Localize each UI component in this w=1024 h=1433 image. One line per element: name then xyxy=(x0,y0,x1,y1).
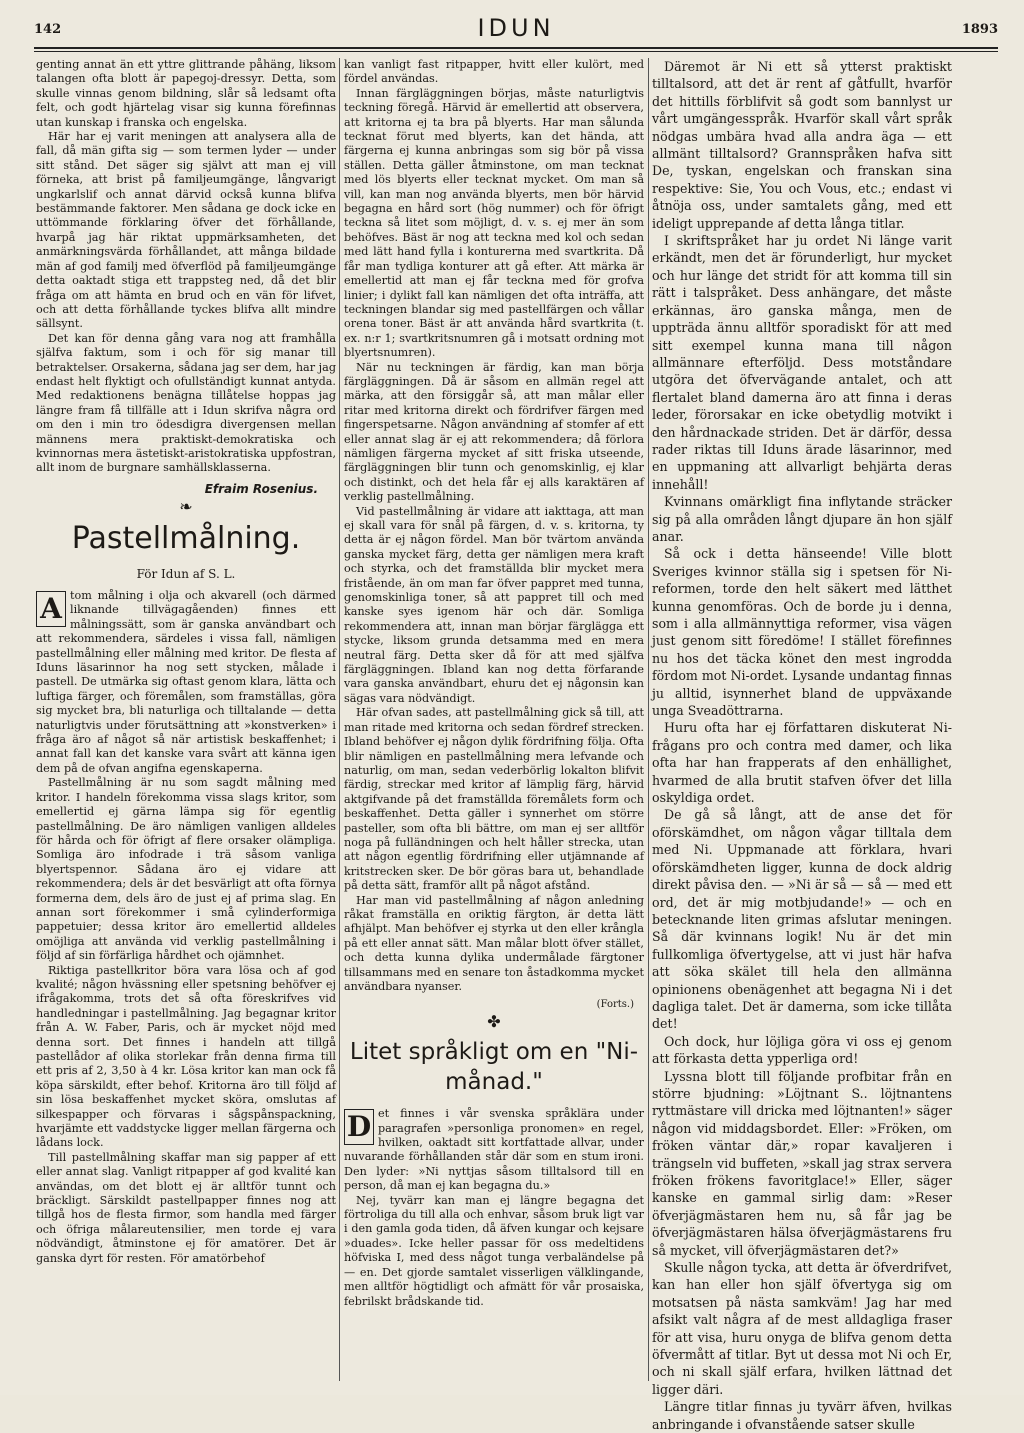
article-byline: För Idun af S. L. xyxy=(136,566,236,581)
paragraph: Huru ofta har ej författaren diskuterat Ni-frågans pro och contra med damer, och lika ofta har han frapperats af den enhällighet, hvarmed de alla brutit stafven öfver det lilla oskyldiga ordet. xyxy=(652,720,952,806)
paragraph: Har man vid pastellmålning af någon anledning råkat framställa en oriktig färgton, är detta lätt afhjälpt. Man behöfver ej styrka ut den eller krångla på ett eller annat sätt. Man målar blott öfver stället, och detta kunna dylika undermålade färgtoner tillsammans med en senare ton åstadkomma mycket användbara nyanser. xyxy=(344,893,644,993)
paragraph: Så ock i detta hänseende! Ville blott Sveriges kvinnor ställa sig i spetsen för Ni-reformen, torde den helt säkert med lätthet kunna genomföras. Och de borde ju i denna, som i alla allmännyttiga reformer, visa vägen just genom sitt föredöme! I stället förefinnes nu hos det täcka könet den mest ingrodda fördom mot Ni-ordet. Lysande undantag finnas ju alltid, isynnerhet bland de uppväxande unga Sveadöttrarna. xyxy=(652,546,952,719)
masthead-title: IDUN xyxy=(477,14,555,42)
paragraph: När nu teckningen är färdig, kan man börja färgläggningen. Då är såsom en allmän regel att märka, att den försiggår så, att man målar eller ritar med kritorna direkt och fördrifver färgen med fingerspetsarne. Någon användning af stomfer af ett eller annat slag är ej att rekommendera; då förlora nämligen färgerna mycket af sitt friska utseende, färgläggningen blir tunn och genomskinlig, ej klar och distinkt, och det hela får ej alls karaktären af verklig pastellmålning. xyxy=(344,360,644,504)
author-signature: Efraim Rosenius. xyxy=(204,481,318,496)
paragraph: Innan färgläggningen börjas, måste naturligtvis teckning föregå. Härvid är emellertid att observera, att kritorna ej ta bra på blyerts. Har man sålunda tecknat förut med blyerts, kan det hända, att färgerna ej kunna anbringas som sig bör på vissa ställen. Detta gäller åtminstone, om man tecknat med lös blyerts eller tecknat mycket. Om man så vill, kan man nog använda blyerts, men bör härvid begagna en hård sort (hög nummer) och för öfrigt teckna så litet som möjligt, d. v. s. ej mer än som behöfves. Bäst är nog att teckna med kol och sedan med lätt hand fylla i konturerna med svartkrita. Då får man tydliga konturer att gå efter. Att märka är emellertid att man ej får teckna med för grofva linier; i dylikt fall kan nämligen det ofta inträffa, att teckningen blandar sig med pastellfärgen och vållar orena toner. Bäst är att använda hård svartkrita (t. ex. n:r 1; svartkritsnumren gå i motsatt ordning mot blyertsnumren). xyxy=(344,86,644,360)
column-2 xyxy=(344,58,644,1381)
paragraph: I skriftspråket har ju ordet Ni länge varit erkändt, men det är förunderligt, hur mycket och hur länge det stridt för att komma till sin rätt i talspråket. Dess anhängare, det måste erkännas, äro ganska många, men de uppträda ännu alltför sporadiskt för att med sitt exempel kunna mana till någon allmännare efterföljd. Dess motståndare utgöra det öfvervägande antalet, och att flertalet bland damerna äro att finna i deras leder, förorsakar en icke obetydlig motvikt i den hårdnackade striden. Det är därför, dessa rader riktas till Iduns ärade läsarinnor, med en uppmaning att allvarligt behjärta deras innehåll! xyxy=(652,233,952,492)
drop-cap: D xyxy=(344,1109,374,1145)
paragraph: Skulle någon tycka, att detta är öfverdrifvet, kan han eller hon själf öfvertyga sig om motsatsen på nästa samkväm! Jag har med afsikt valt några af de mest alldagliga fraser för att visa, huru onyga de blifva genom detta öfvermått af titlar. Byt ut dessa mot Ni och Er, och ni skall själf erfara, hvilken lättnad det ligger däri. xyxy=(652,1260,952,1397)
paragraph: et finnes i vår svenska språklära under paragrafen »personliga pronomen» en regel, hvilken, oaktadt sitt kortfattade allvar, under nuvarande förhållanden står där som en stum ironi. Den lyder: »Ni nyttjas såsom tilltalsord till en person, då man ej kan begagna du.» xyxy=(344,1107,644,1193)
article-heading: Pastellmålning. xyxy=(71,520,301,556)
paragraph: Riktiga pastellkritor böra vara lösa och af god kvalité; någon hvässning eller spetsning behöfver ej ifrågakomma, trots det så ofta föreskrifves vid handledningar i pastellmålning. Jag begagnar kritor från A. W. Faber, Paris, och är mycket nöjd med denna sort. Det finnes i handeln att tillgå pastellådor af olika storlekar från denna firma till ett pris af 2, 3,50 à 4 kr. Lösa kritor kan man ock få köpa särskildt, efter behof. Kritorna äro till följd af sin lösa beskaffenhet mycket sköra, omslutas af silkespapper och förvaras i sågspånspackning, hvarjämte ett vaddstycke ligger mellan färgerna och lådans lock. xyxy=(36,963,336,1150)
paragraph: Här ofvan sades, att pastellmålning gick så till, att man ritade med kritorna och sedan fördref strecken. Ibland behöfver ej någon dylik fördrifning följa. Ofta blir nämligen en pastellmålning mera lefvande och naturlig, om man, sedan vederbörlig lokalton blifvit färdig, streckar med kritor af lämplig färg, härvid aktgifvande på det framställda föremålets form och beskaffenhet. Detta gäller i synnerhet om större pasteller, som ofta bli bättre, om man ej ser alltför noga på fulländningen och helt håller strecka, utan att någon egentlig fördrifning eller utjämnande af kritstrecken sker. De bör göras bara ut, behandlade på detta sätt, framför allt på något afstånd. xyxy=(344,706,644,893)
paragraph: Här har ej varit meningen att analysera alla de fall, då män gifta sig — som termen lyder — under sitt stånd. Det säger sig självt att man ej vill förneka, att brist på familjeumgänge, långvarigt ungkarlslif och annat därvid också kunna blifva bestämmande faktorer. Men sådana ge dock icke en uttömmande förklaring öfver det förhållande, hvarpå jag här riktat uppmärksamheten, det anmärkningsvärda förhållandet, att många bildade män af god familj med öfverflöd på familjeumgänge detta oaktadt stiga ett trappsteg ned, då det blir fråga om att hämta en brud och en vän för lifvet, och att detta förhållande tyckes blifva allt mindre sällsynt. xyxy=(36,130,336,331)
paragraph: Lyssna blott till följande profbitar från en större bjudning: »Löjtnant S.. löjtnantens ryttmästare vill dricka med löjtnanten!» säger någon vid middagsbordet. Eller: »Fröken, om fröken väntar där,» ropar kavaljeren i trängseln vid buffeten, »skall jag strax servera fröken frökens favoritglace!» Eller, säger kanske en gammal sirlig dam: »Reser öfverjägmästaren hem nu, så får jag be öfverjägmästaren hälsa öfverjägmästarens fru så mycket, vill öfverjägmästaren det?» xyxy=(652,1068,952,1258)
paragraph: De gå så långt, att de anse det för oförskämdhet, om någon vågar tilltala dem med Ni. Uppmanade att förklara, hvari oförskämdheten ligger, kunna de dock aldrig direkt påvisa den. — »Ni är så — så — med ett ord, det är mig motbjudande!» — och en betecknande liten grimas afslutar meningen. Så där kvinnans logik! Nu är det min fullkomliga öfvertygelse, att vi just här hafva att söka skälet till hela den allmänna opinionens obenägenhet att begagna Ni i det dagliga talet. Det är damerna, som icke tillåta det! xyxy=(652,807,952,1032)
paragraph: Det kan för denna gång vara nog att framhålla själfva faktum, som i och för sig manar till betraktelser. Orsakerna, sådana jag ser dem, har jag endast helt flyktigt och ofullständigt kunnat antyda. Med redaktionens benägna tillåtelse hoppas jag längre fram få tillfälle att i Idun skrifva några ord om den i min tro ödesdigra divergensen mellan männens mera praktiskt-demokratiska och kvinnornas mera ästetiskt-aristokratiska uppfostran, allt inom de burgnare samhällsklasserna. xyxy=(36,331,336,475)
ornament-icon: ❧ xyxy=(179,497,193,517)
paragraph: Och dock, hur löjliga göra vi oss ej genom att förkasta detta ypperliga ord! xyxy=(652,1033,952,1067)
paragraph: Längre titlar finnas ju tyvärr äfven, hvilkas anbringande i ofvanstående satser skulle xyxy=(652,1399,952,1432)
page-year: 1893 xyxy=(961,22,998,37)
paragraph: Däremot är Ni ett så ytterst praktiskt tilltalsord, att det är rent af gåtfullt, hvarför det hittills förblifvit så godt som bannlyst ur vårt umgängesspråk. Hvarför skall vårt språk nödgas umbära hvad alla andra äga — ett allmänt tilltalsord? Grannspråken hafva sitt De, tyskan, engelskan och franskan sina respektive: Sie, You och Vous, etc.; endast vi åtnöja oss, under samtalets gång, med ett ideligt upprepande af detta långa titlar. xyxy=(652,59,952,231)
continued-note: (Forts.) xyxy=(596,999,634,1011)
paragraph: Kvinnans omärkligt fina inflytande sträcker sig på alla områden långt djupare än hon själf anar. xyxy=(652,494,952,544)
paragraph: Pastellmålning är nu som sagdt målning med kritor. I handeln förekomma vissa slags kritor, som emellertid ej gärna lämpa sig för egentlig pastellmålning. De äro nämligen vanligen alldeles för hårda och för öfrigt af flere orsaker olämpliga. Somliga äro infodrade i trä såsom vanliga blyertspennor. Sådana äro ej vidare att rekommendera; dels är det besvärligt att ofta förnya formerna dem, dels äro de just ej af prima slag. En annan sort förekommer i små cylinderformiga pappetuier; dessa kritor äro emellertid alldeles omöjliga att använda vid verklig pastellmålning i följd af sin förfärliga hårdhet och ojämnhet. xyxy=(36,776,336,963)
header-rule-thin xyxy=(34,51,998,52)
column-divider xyxy=(339,58,340,1381)
paragraph: tom målning i olja och akvarell (och därmed liknande tillvägagåenden) finnes ett målningssätt, som är ganska användbart och att rekommendera, särdeles i vissa fall, nämligen pastellmålning eller målning med kritor. De flesta af Iduns läsarinnor ha nog sett stycken, målade i pastell. De utmärka sig oftast genom klara, lätta och luftiga färger, och föremålen, som framställas, göra sig mycket bra, bli naturliga och tilltalande — detta naturligtvis under förutsättning att »konstverken» i fråga äro af något så när artistisk beskaffenhet; i annat fall kan det kanske vara svårt att känna igen dem på de ofvan angifna egenskaperna. xyxy=(36,589,336,775)
paragraph: genting annat än ett yttre glittrande påhäng, liksom talangen ofta blott är papegoj-dressyr. Detta, som skulle vinnas genom bildning, slår så ledsamt ofta felt, och godt hjärtelag visar sig kunna förefinnas utan kunskap i franska och engelska. xyxy=(36,58,336,129)
paragraph: Vid pastellmålning är vidare att iakttaga, att man ej skall vara för snål på färgen, d. v. s. kritorna, ty detta är ej någon fördel. Man bör tvärtom använda ganska mycket färg, detta ger nämligen mera kraft och styrka, och det framställda blir mycket mera fristående, än om man far öfver pappret med tunna, genomskinliga toner, så att pappret till och med kanske syes igenom här och där. Somliga rekommendera att, innan man börjar färglägga ett stycke, liksom grunda detsamma med en mera neutral färg. Detta sker då för att med själfva färgläggningen. Ibland kan nog detta förfarande vara ganska användbart, ehuru det ej någonsin kan sägas vara nödvändigt. xyxy=(344,504,644,705)
column-1 xyxy=(36,58,336,1381)
column-divider xyxy=(648,58,649,1381)
paragraph: kan vanligt fast ritpapper, hvitt eller kulört, med fördel användas. xyxy=(344,58,644,86)
page-number: 142 xyxy=(34,22,62,37)
drop-cap: A xyxy=(36,591,66,627)
paragraph: Till pastellmålning skaffar man sig papper af ett eller annat slag. Vanligt ritpapper af god kvalité kan användas, om det blott ej är alltför tunnt och bräckligt. Särskildt pastellpapper finnes nog att tillgå hos de flesta firmor, som handla med färger och öfriga målareutensilier, men torde ej vara nödvändigt, åtminstone ej för amatörer. Det är ganska dyrt för resten. För amatörbehof xyxy=(36,1150,336,1265)
ornament-icon: ✤ xyxy=(487,1011,501,1031)
header-rule xyxy=(34,47,998,49)
column-3 xyxy=(652,58,952,1432)
paragraph: Nej, tyvärr kan man ej längre begagna det förtroliga du till alla och enhvar, såsom bruk ligt var i den gamla goda tiden, då äfven kungar och kejsare »duades». Icke heller passar för oss medeltidens höfviska I, med dess något tunga verbaländelse på — en. Det gjorde samtalet visserligen välklingande, men alltför högtidligt och afmätt för vår prosaiska, febrilskt brådskande tid. xyxy=(344,1193,644,1308)
article-heading: Litet språkligt om en "Ni-månad." xyxy=(349,1039,639,1096)
